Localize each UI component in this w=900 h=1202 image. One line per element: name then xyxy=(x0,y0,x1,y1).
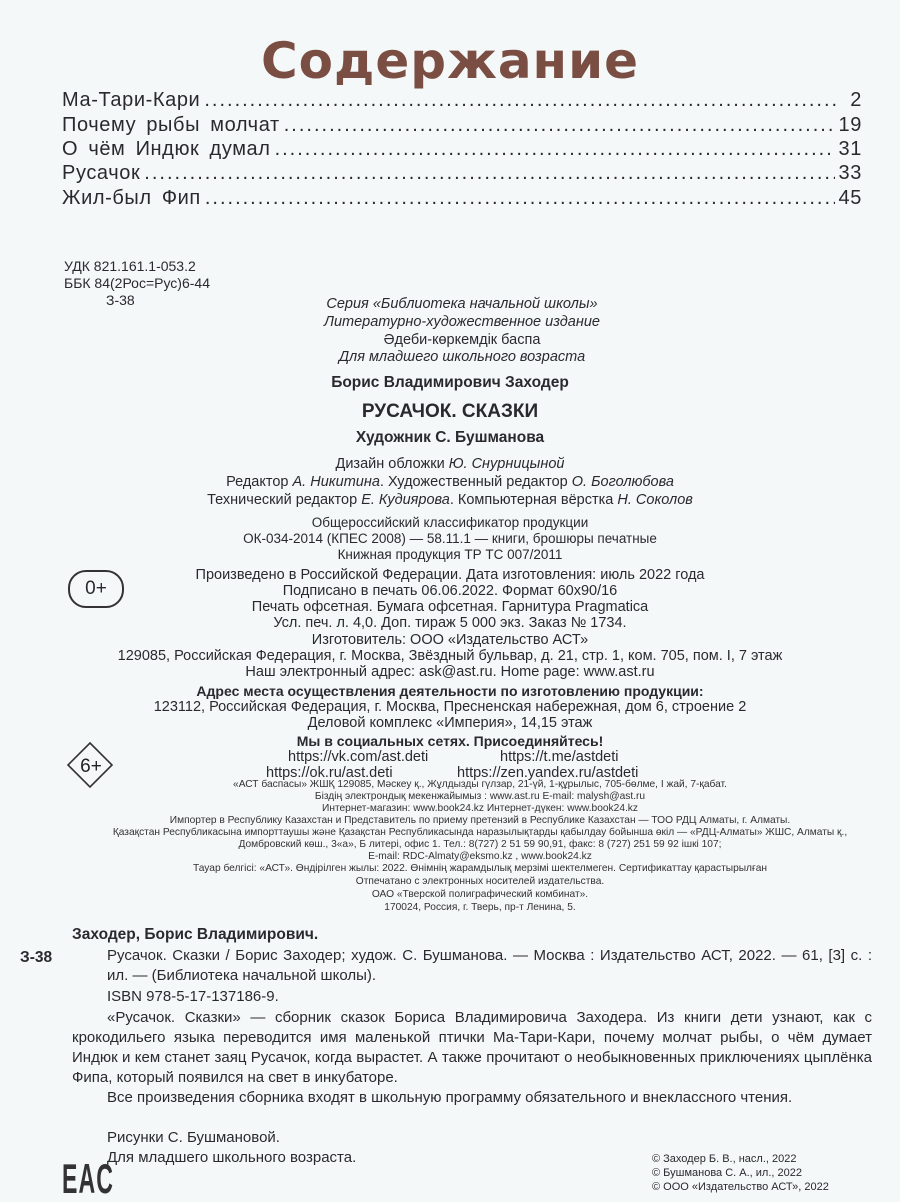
production-line: Усл. печ. л. 4,0. Доп. тираж 5 000 экз. Заказ № 1734. xyxy=(273,615,627,631)
editor-name: А. Никитина xyxy=(292,474,380,490)
production-site-line: Деловой комплекс «Империя», 14,15 этаж xyxy=(307,715,593,731)
kz-info-line: Тауар белгісі: «АСТ». Өндірілген жылы: 2022. Өнімнің жарамдылық мерзімі шектелмеген. Сертификаттау қарастырылған xyxy=(192,863,768,874)
toc-item-label: Русачок xyxy=(62,162,141,184)
kz-info-line: Домбровский көш., 3«а», Б литері, офис 1. Тел.: 8(727) 2 51 59 90,91, факс: 8 (727) 251 59 92 ішкі 107; xyxy=(238,839,722,850)
art-editor-name: О. Боголюбова xyxy=(571,474,674,490)
kz-info-line: Қазақстан Республикасына импорттаушы және Қазақстан Республикасында наразылықтарды қабылдау бойынша өкіл — «РДЦ-Алматы» ЖШС, Алматы қ., xyxy=(112,827,848,838)
cover-design-label: Дизайн обложки xyxy=(335,456,445,472)
bib-audience: Для младшего школьного возраста. xyxy=(107,1149,357,1166)
bib-author-heading: Заходер, Борис Владимирович. xyxy=(72,926,319,943)
toc-item[interactable] xyxy=(62,113,862,137)
toc-item[interactable] xyxy=(62,161,862,185)
bbk: ББК 84(2Рос=Рус)6-44 xyxy=(64,275,210,291)
eac-mark-icon: EAC xyxy=(62,1155,115,1202)
printer-line: 170024, Россия, г. Тверь, пр-т Ленина, 5. xyxy=(384,902,576,913)
toc-item-page: 33 xyxy=(838,162,862,184)
kz-info-line: E-mail: RDC-Almaty@eksmo.kz , www.book24.kz xyxy=(368,851,592,862)
toc-item-page: 45 xyxy=(838,187,862,209)
toc-item[interactable] xyxy=(62,88,862,112)
manufacturer-line: 129085, Российская Федерация, г. Москва, Звёздный бульвар, д. 21, стр. 1, ком. 705, пом. I, 7 этаж xyxy=(117,648,783,664)
toc-item-label: Ма-Тари-Кари xyxy=(62,89,201,111)
art-editor-label: . Художественный редактор xyxy=(379,474,568,490)
link-ok[interactable]: https://ok.ru/ast.deti xyxy=(266,765,393,781)
audience: Для младшего школьного возраста xyxy=(338,349,586,365)
toc-item-label: О чём Индюк думал xyxy=(62,138,271,160)
cover-design xyxy=(0,456,900,472)
social-heading: Мы в социальных сетях. Присоединяйтесь! xyxy=(296,733,604,749)
toc-item-label: Жил-был Фип xyxy=(62,187,201,209)
tech-editor-label: Технический редактор xyxy=(207,492,358,508)
manufacturer-line: Наш электронный адрес: ask@ast.ru. Home page: www.ast.ru xyxy=(245,664,655,680)
copyright-line: © Заходер Б. В., насл., 2022 xyxy=(652,1153,797,1165)
toc-item-page: 19 xyxy=(838,114,862,136)
kz-info-line: Импортер в Республику Казахстан и Представитель по приему претензий в Республике Казахстан — ТОО РДЦ Алматы, г. Алматы. xyxy=(169,815,791,826)
age-rating-badge-0-plus: 0+ xyxy=(68,570,124,608)
bib-isbn: ISBN 978-5-17-137186-9. xyxy=(107,988,279,1005)
okp-line: Книжная продукция ТР ТС 007/2011 xyxy=(337,547,563,562)
tech-editors xyxy=(0,492,900,508)
production-site-line: 123112, Российская Федерация, г. Москва, Пресненская набережная, дом 6, строение 2 xyxy=(153,699,747,715)
bib-curriculum: Все произведения сборника входят в школьную программу обязательного и внеклассного чтения. xyxy=(107,1089,793,1106)
layout-label: . Компьютерная вёрстка xyxy=(449,492,614,508)
production-line: Подписано в печать 06.06.2022. Формат 60х90/16 xyxy=(282,583,618,599)
layout-name: Н. Соколов xyxy=(617,492,693,508)
printer-line: Отпечатано с электронных носителей издательства. xyxy=(355,876,605,887)
manufacturer-line: Изготовитель: ООО «Издательство АСТ» xyxy=(311,632,589,648)
author-code: З-38 xyxy=(106,292,135,308)
kz-info-line: Біздің электрондық мекенжайымыз : www.ast.ru E-mail: malysh@ast.ru xyxy=(314,791,646,802)
toc-title: Содержание xyxy=(260,32,640,90)
copyright-line: © ООО «Издательство АСТ», 2022 xyxy=(652,1181,829,1193)
toc-item-page: 2 xyxy=(850,89,862,111)
bib-illustrations: Рисунки С. Бушмановой. xyxy=(107,1129,280,1146)
edition-type-kz: Әдеби-көркемдік баспа xyxy=(383,332,541,348)
kz-info-line: «АСТ баспасы» ЖШҚ 129085, Мәскеу қ., Жұлдызды гүлзар, 21-үй, 1-құрылыс, 705-бөлме, I жай, 7-қабат. xyxy=(233,779,727,790)
age-rating-6-label: 6+ xyxy=(80,756,102,777)
production-line: Произведено в Российской Федерации. Дата изготовления: июль 2022 года xyxy=(195,567,705,583)
edition-type: Литературно-художественное издание xyxy=(324,314,600,330)
copyright-line: © Бушманова С. А., ил., 2022 xyxy=(652,1167,802,1179)
artist: Художник С. Бушманова xyxy=(355,429,545,446)
toc-leader xyxy=(205,186,835,210)
toc-item-page: 31 xyxy=(838,138,862,160)
production-site-heading: Адрес места осуществления деятельности по изготовлению продукции: xyxy=(196,683,704,699)
tech-editor-name: Е. Кудиярова xyxy=(361,492,450,508)
author: Борис Владимирович Заходер xyxy=(331,374,569,391)
kz-info-line: Интернет-магазин: www.book24.kz Интернет-дүкен: www.book24.kz xyxy=(322,803,638,814)
udk: УДК 821.161.1-053.2 xyxy=(64,258,196,274)
toc-leader xyxy=(204,88,838,112)
link-telegram[interactable]: https://t.me/astdeti xyxy=(500,749,619,765)
editor-label: Редактор xyxy=(226,474,289,490)
production-line: Печать офсетная. Бумага офсетная. Гарнитура Pragmatica xyxy=(251,599,649,615)
series: Серия «Библиотека начальной школы» xyxy=(326,296,598,312)
toc-leader xyxy=(144,161,834,185)
link-zen[interactable]: https://zen.yandex.ru/astdeti xyxy=(457,765,639,781)
okp-line: Общероссийский классификатор продукции xyxy=(311,515,589,530)
toc-leader xyxy=(284,113,835,137)
printer-line: ОАО «Тверской полиграфический комбинат». xyxy=(371,889,589,900)
toc-leader xyxy=(275,137,835,161)
okp-line: ОК-034-2014 (КПЕС 2008) — 58.11.1 — книги, брошюры печатные xyxy=(243,531,657,546)
toc-item-label: Почему рыбы молчат xyxy=(62,114,280,136)
cover-design-name: Ю. Снурницыной xyxy=(448,456,565,472)
book-title: РУСАЧОК. СКАЗКИ xyxy=(361,401,539,422)
bib-abstract: «Русачок. Сказки» — сборник сказок Бориса Владимировича Заходера. Из книги дети узнают, как с крокодильего языка переводится имя маленькой птички Ма-Тари-Кари, почему молчат рыбы, о чём думает Индюк и кем станет заяц Русачок, когда вырастет. А также прочитают о необыкновенных приключениях цыплёнка Фипа, который появился на свет в инкубаторе. xyxy=(72,1009,872,1086)
toc-item[interactable] xyxy=(62,137,862,161)
toc-item[interactable] xyxy=(62,186,862,210)
bib-code: З-38 xyxy=(20,949,53,966)
bib-description: Русачок. Сказки / Борис Заходер; худож. С. Бушманова. — Москва : Издательство АСТ, 2022. — 61, [3] с. : ил. — (Библиотека начальной школы). xyxy=(107,947,872,984)
link-vk[interactable]: https://vk.com/ast.deti xyxy=(288,749,429,765)
editors xyxy=(0,474,900,490)
